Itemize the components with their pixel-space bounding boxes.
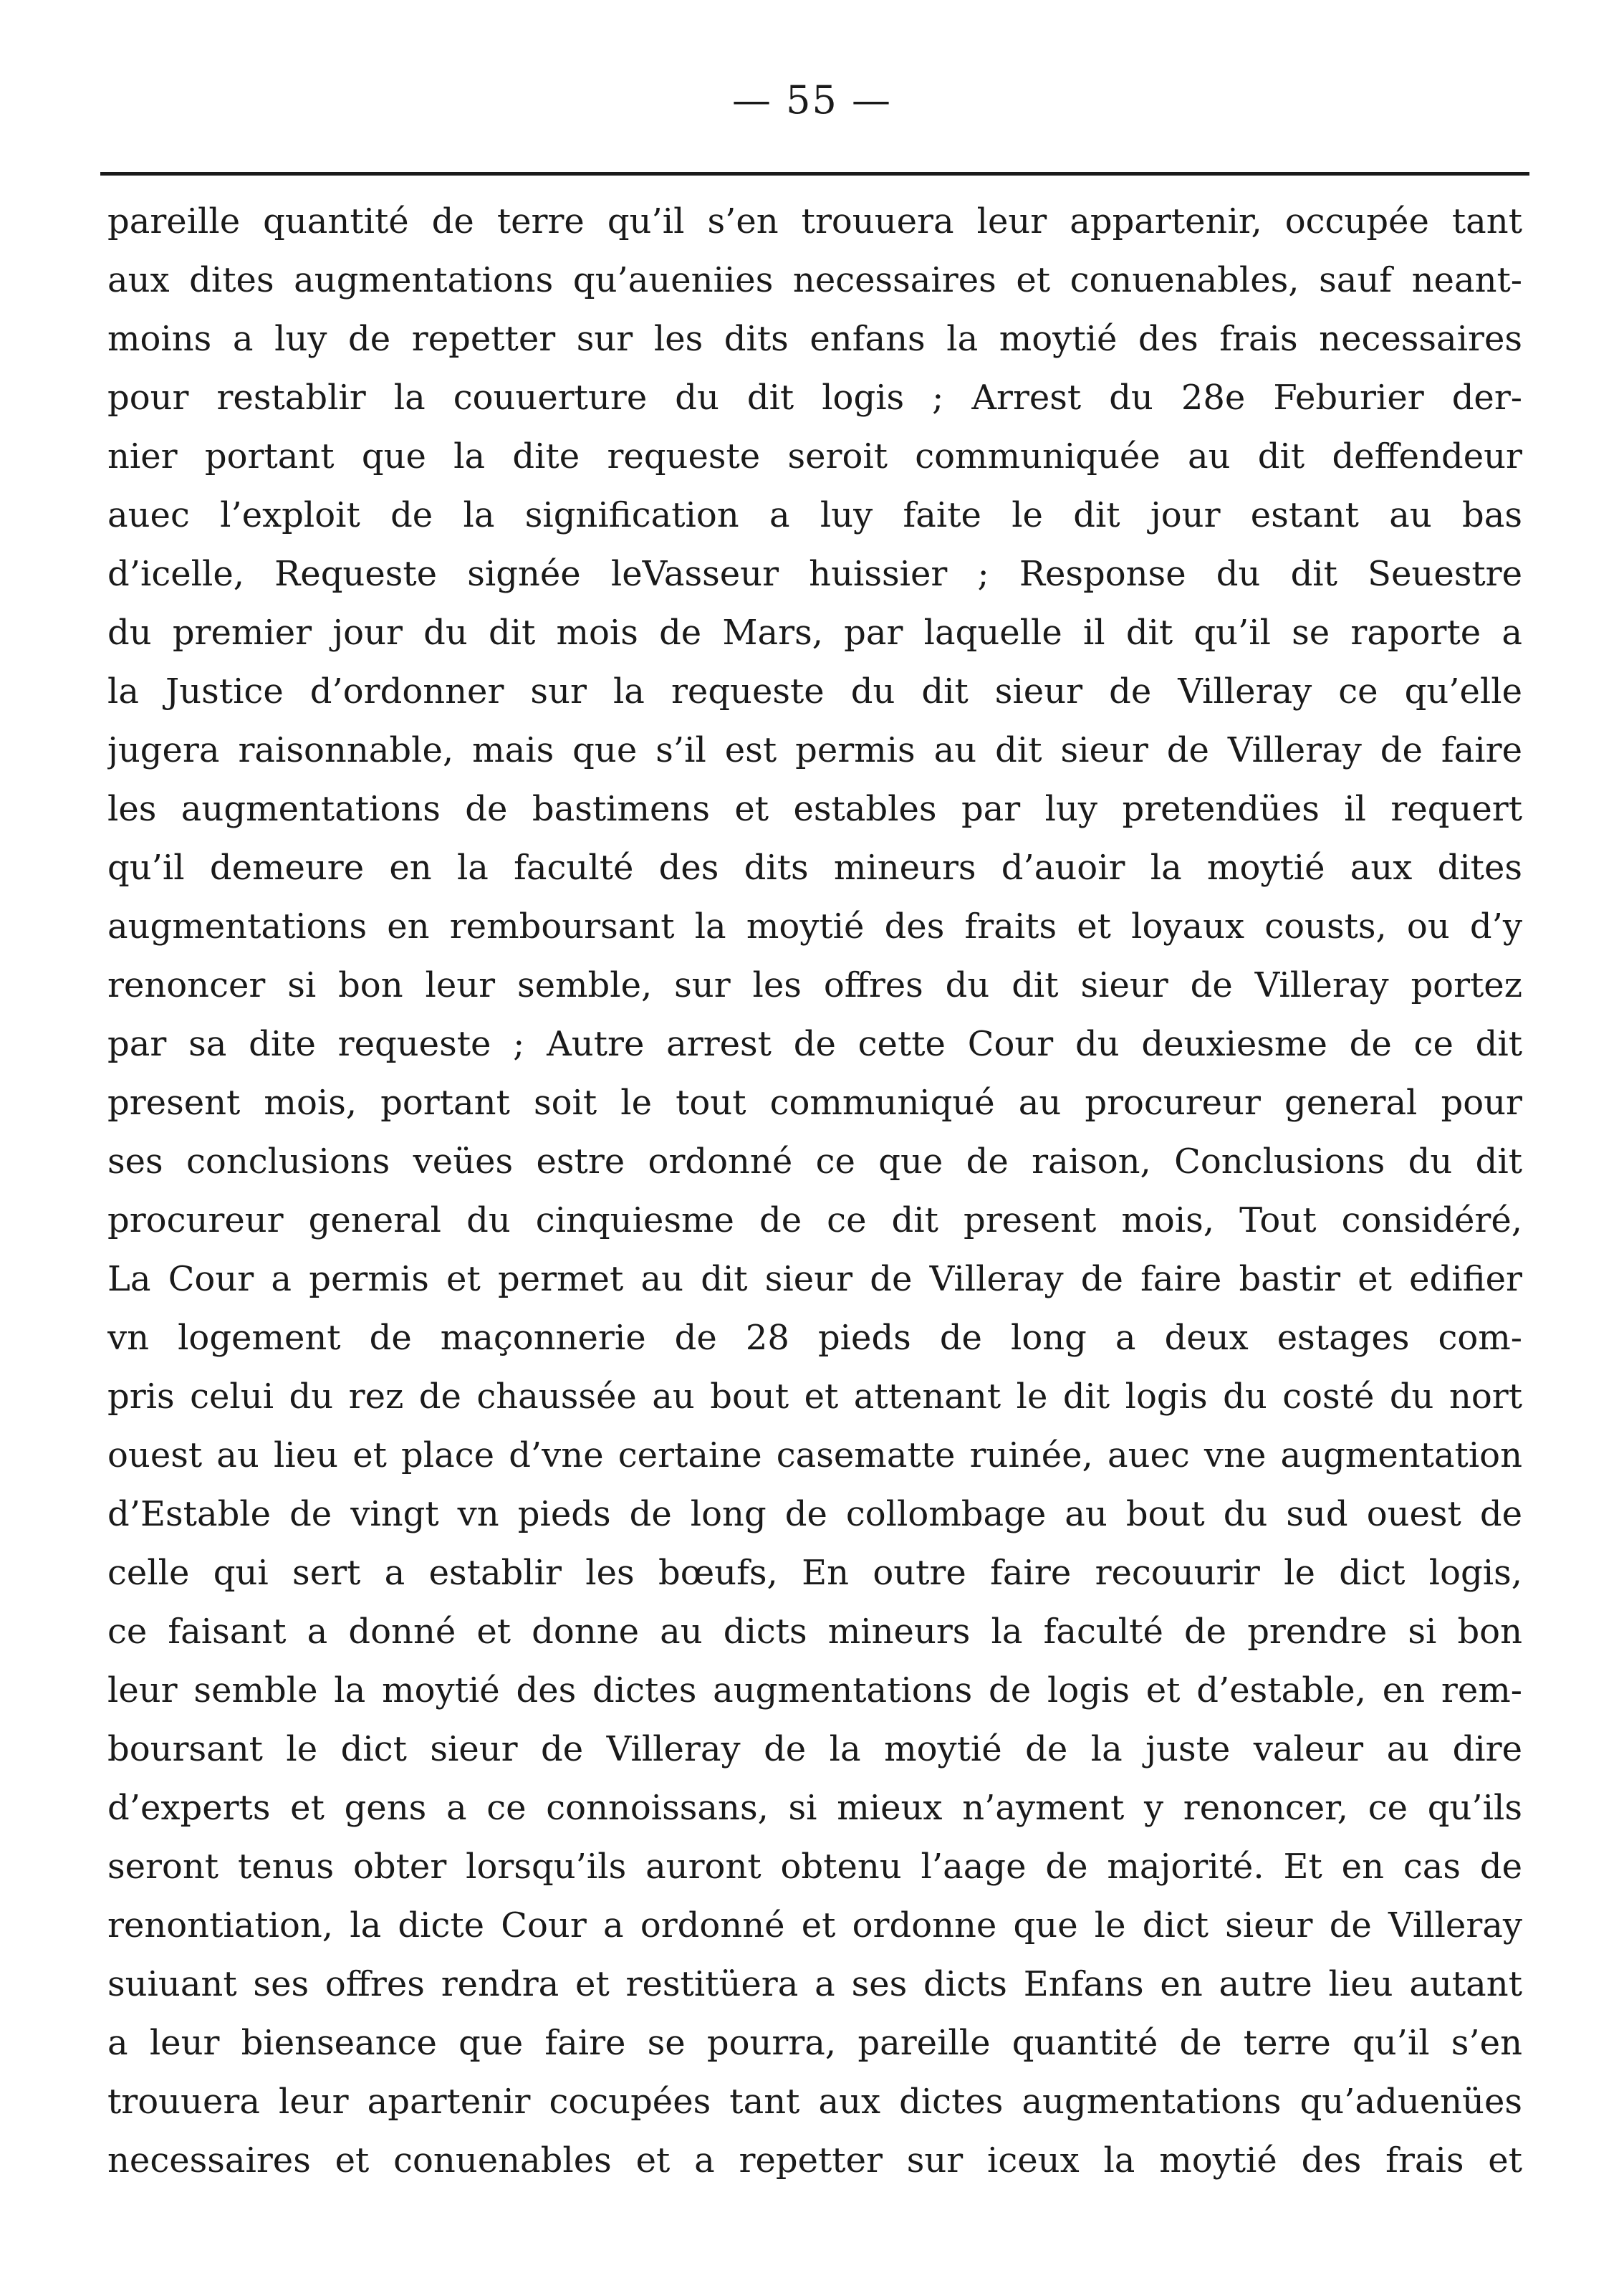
text-line: moins a luy de repetter sur les dits enfans la moytié des frais necessaires xyxy=(107,319,1522,359)
text-line: renoncer si bon leur semble, sur les offres du dit sieur de Villeray portez xyxy=(107,965,1522,1005)
text-line: vn logement de maçonnerie de 28 pieds de long a deux estages com- xyxy=(107,1318,1522,1358)
text-line: suiuant ses offres rendra et restitüera a ses dicts Enfans en autre lieu autant xyxy=(107,1964,1522,2004)
text-line: augmentations en remboursant la moytié des fraits et loyaux cousts, ou d’y xyxy=(107,906,1522,947)
text-line: du premier jour du dit mois de Mars, par laquelle il dit qu’il se raporte a xyxy=(107,613,1522,653)
text-line: qu’il demeure en la faculté des dits mineurs d’auoir la moytié aux dites xyxy=(107,848,1522,888)
text-line: jugera raisonnable, mais que s’il est permis au dit sieur de Villeray de faire xyxy=(107,730,1522,770)
text-line: La Cour a permis et permet au dit sieur de Villeray de faire bastir et edifier xyxy=(107,1259,1522,1299)
text-line: la Justice d’ordonner sur la requeste du dit sieur de Villeray ce qu’elle xyxy=(107,671,1522,712)
text-line: present mois, portant soit le tout communiqué au procureur general pour xyxy=(107,1083,1522,1123)
text-line: procureur general du cinquiesme de ce dit present mois, Tout considéré, xyxy=(107,1200,1522,1240)
text-line: d’icelle, Requeste signée leVasseur huissier ; Response du dit Seuestre xyxy=(107,554,1522,594)
text-line: pris celui du rez de chaussée au bout et attenant le dit logis du costé du nort xyxy=(107,1377,1522,1417)
header-rule xyxy=(100,172,1529,176)
page-number: — 55 — xyxy=(731,77,893,123)
text-line: d’experts et gens a ce connoissans, si mieux n’ayment y renoncer, ce qu’ils xyxy=(107,1788,1522,1828)
text-line: ouest au lieu et place d’vne certaine casematte ruinée, auec vne augmentation xyxy=(107,1435,1522,1475)
text-line: celle qui sert a establir les bœufs, En outre faire recouurir le dict logis, xyxy=(107,1553,1522,1593)
text-line: nier portant que la dite requeste seroit communiquée au dit deffendeur xyxy=(107,436,1522,477)
text-line: ses conclusions veües estre ordonné ce que de raison, Conclusions du dit xyxy=(107,1142,1522,1182)
text-line: trouuera leur apartenir cocupées tant aux dictes augmentations qu’aduenües xyxy=(107,2082,1522,2122)
text-line: seront tenus obter lorsqu’ils auront obtenu l’aage de majorité. Et en cas de xyxy=(107,1847,1522,1887)
text-line: a leur bienseance que faire se pourra, pareille quantité de terre qu’il s’en xyxy=(107,2023,1522,2063)
text-line: par sa dite requeste ; Autre arrest de cette Cour du deuxiesme de ce dit xyxy=(107,1024,1522,1064)
text-line: necessaires et conuenables et a repetter sur iceux la moytié des frais et xyxy=(107,2140,1522,2181)
text-line: aux dites augmentations qu’aueniies necessaires et conuenables, sauf neant- xyxy=(107,260,1522,300)
text-line: renontiation, la dicte Cour a ordonné et ordonne que le dict sieur de Villeray xyxy=(107,1905,1522,1945)
text-line: boursant le dict sieur de Villeray de la moytié de la juste valeur au dire xyxy=(107,1729,1522,1769)
text-line: les augmentations de bastimens et estables par luy pretendües il requert xyxy=(107,789,1522,829)
text-line: auec l’exploit de la signification a luy faite le dit jour estant au bas xyxy=(107,495,1522,535)
text-line: leur semble la moytié des dictes augmentations de logis et d’estable, en rem- xyxy=(107,1670,1522,1710)
text-line: pareille quantité de terre qu’il s’en trouuera leur appartenir, occupée tant xyxy=(107,201,1522,241)
body-text xyxy=(107,192,1522,2190)
text-line: ce faisant a donné et donne au dicts mineurs la faculté de prendre si bon xyxy=(107,1612,1522,1652)
text-line: d’Estable de vingt vn pieds de long de collombage au bout du sud ouest de xyxy=(107,1494,1522,1534)
text-line: pour restablir la couuerture du dit logis ; Arrest du 28e Feburier der- xyxy=(107,378,1522,418)
